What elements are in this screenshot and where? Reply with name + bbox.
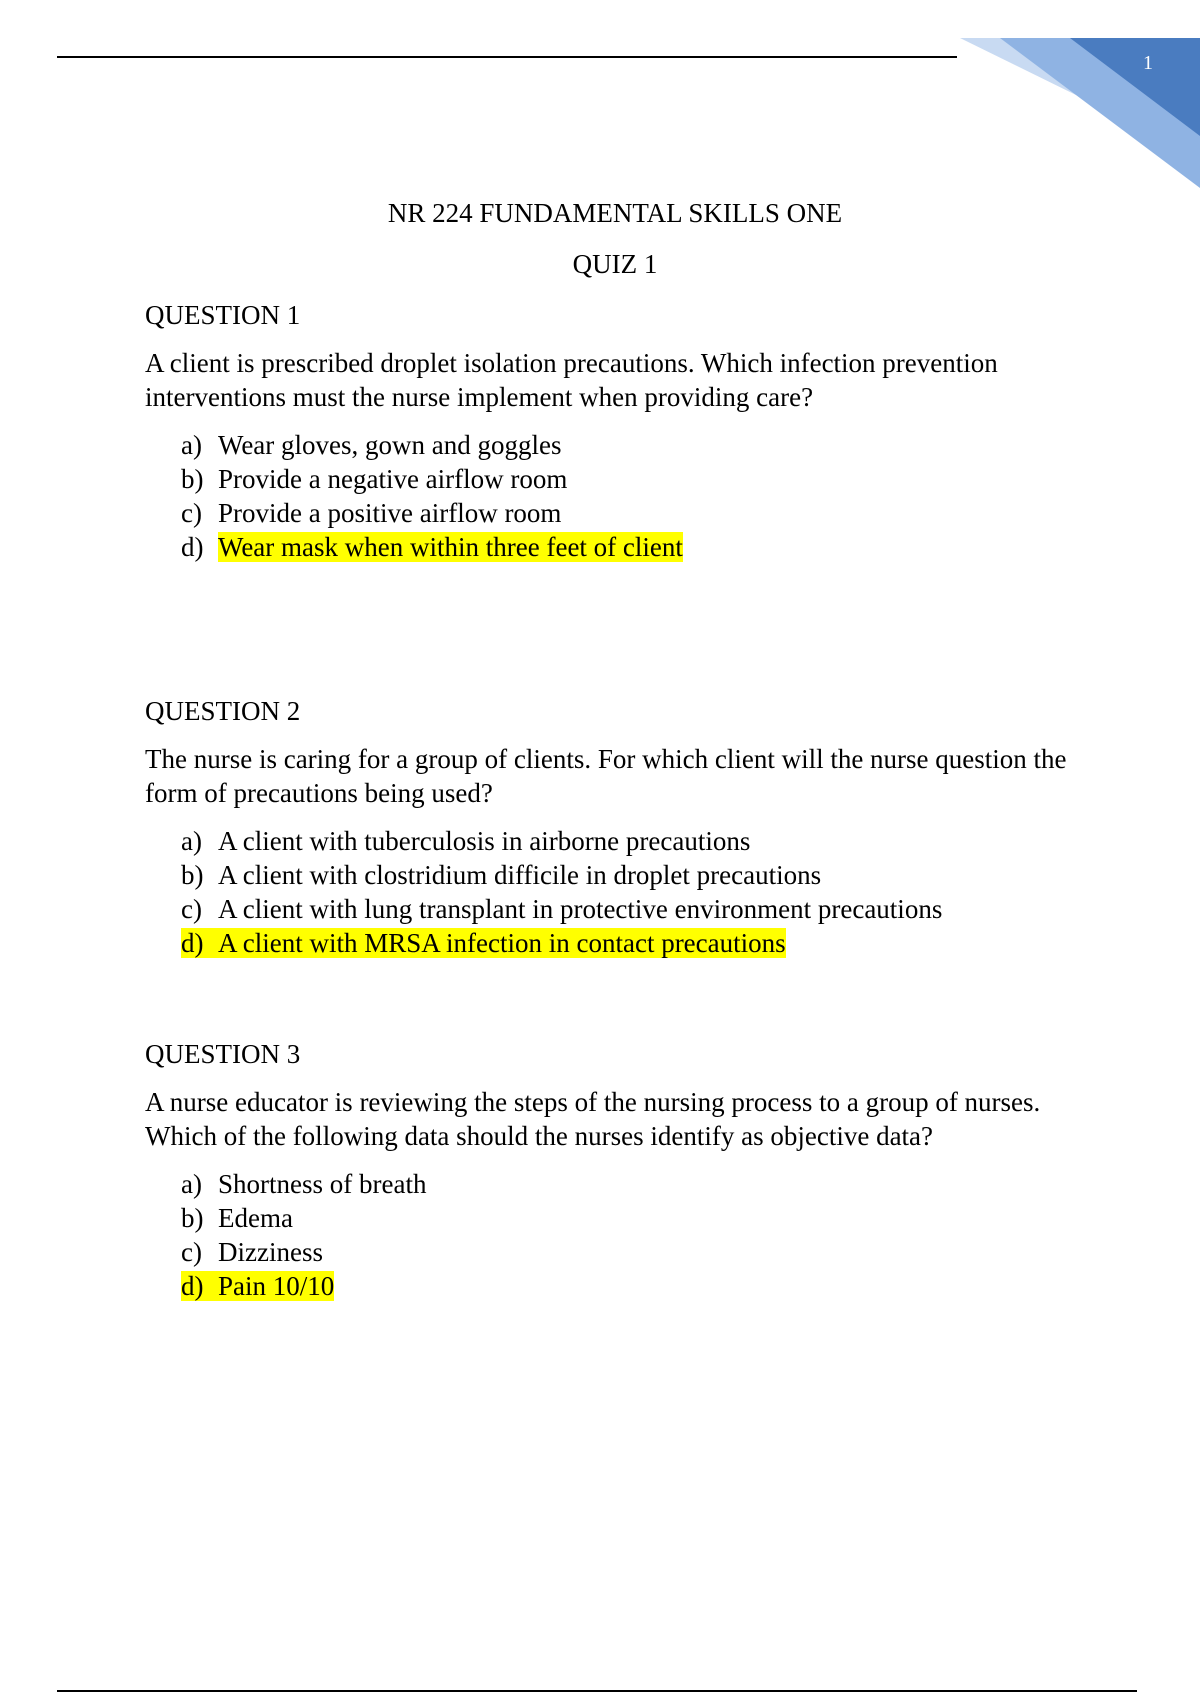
answer-options <box>181 428 1095 564</box>
question-text: The nurse is caring for a group of clients. For which client will the nurse question the form of precautions being used? <box>145 744 1067 808</box>
question-heading: QUESTION 2 <box>145 696 301 726</box>
option-letter: d) <box>181 1271 204 1301</box>
header-rule <box>57 56 957 58</box>
option-text: Wear mask when within three feet of client <box>218 532 683 562</box>
option-text: A client with clostridium difficile in droplet precautions <box>218 860 822 890</box>
answer-options <box>181 1167 1095 1303</box>
option-c <box>181 892 1095 926</box>
option-d-highlighted <box>181 1269 1095 1303</box>
question-2 <box>145 694 1095 960</box>
option-letter: d) <box>181 928 204 958</box>
option-letter: b) <box>181 464 204 494</box>
option-text: Provide a positive airflow room <box>218 498 562 528</box>
option-a <box>181 428 1095 462</box>
option-text: Wear gloves, gown and goggles <box>218 430 562 460</box>
option-letter: c) <box>181 894 202 924</box>
option-c <box>181 496 1095 530</box>
option-d-highlighted <box>181 926 1095 960</box>
question-1 <box>145 298 1095 564</box>
option-text: A client with lung transplant in protective environment precautions <box>218 894 943 924</box>
option-c <box>181 1235 1095 1269</box>
option-b <box>181 462 1095 496</box>
option-letter: d) <box>181 532 204 562</box>
corner-decoration <box>960 38 1200 198</box>
option-d-highlighted <box>181 530 1095 564</box>
option-text: Pain 10/10 <box>218 1271 335 1301</box>
option-text: A client with tuberculosis in airborne precautions <box>218 826 751 856</box>
option-b <box>181 858 1095 892</box>
document-title: NR 224 FUNDAMENTAL SKILLS ONE <box>387 198 843 228</box>
option-text: Provide a negative airflow room <box>218 464 568 494</box>
option-letter: b) <box>181 860 204 890</box>
question-3 <box>145 1037 1095 1303</box>
option-letter: c) <box>181 1237 202 1267</box>
option-a <box>181 824 1095 858</box>
option-text: A client with MRSA infection in contact precautions <box>218 928 786 958</box>
question-heading: QUESTION 3 <box>145 1039 301 1069</box>
option-letter: c) <box>181 498 202 528</box>
question-text: A client is prescribed droplet isolation precautions. Which infection prevention interventions must the nurse implement when providing care? <box>145 348 998 412</box>
option-b <box>181 1201 1095 1235</box>
page-number: 1 <box>1143 52 1153 74</box>
footer-rule <box>57 1690 1137 1692</box>
quiz-title: QUIZ 1 <box>572 249 658 279</box>
option-text: Shortness of breath <box>218 1169 427 1199</box>
option-text: Dizziness <box>218 1237 323 1267</box>
option-letter: a) <box>181 1169 202 1199</box>
option-letter: a) <box>181 826 202 856</box>
option-letter: a) <box>181 430 202 460</box>
answer-options <box>181 824 1095 960</box>
option-text: Edema <box>218 1203 293 1233</box>
option-letter: b) <box>181 1203 204 1233</box>
question-heading: QUESTION 1 <box>145 300 301 330</box>
question-text: A nurse educator is reviewing the steps of the nursing process to a group of nurses. Which of the following data should the nurses identify as objective data? <box>145 1087 1041 1151</box>
option-a <box>181 1167 1095 1201</box>
